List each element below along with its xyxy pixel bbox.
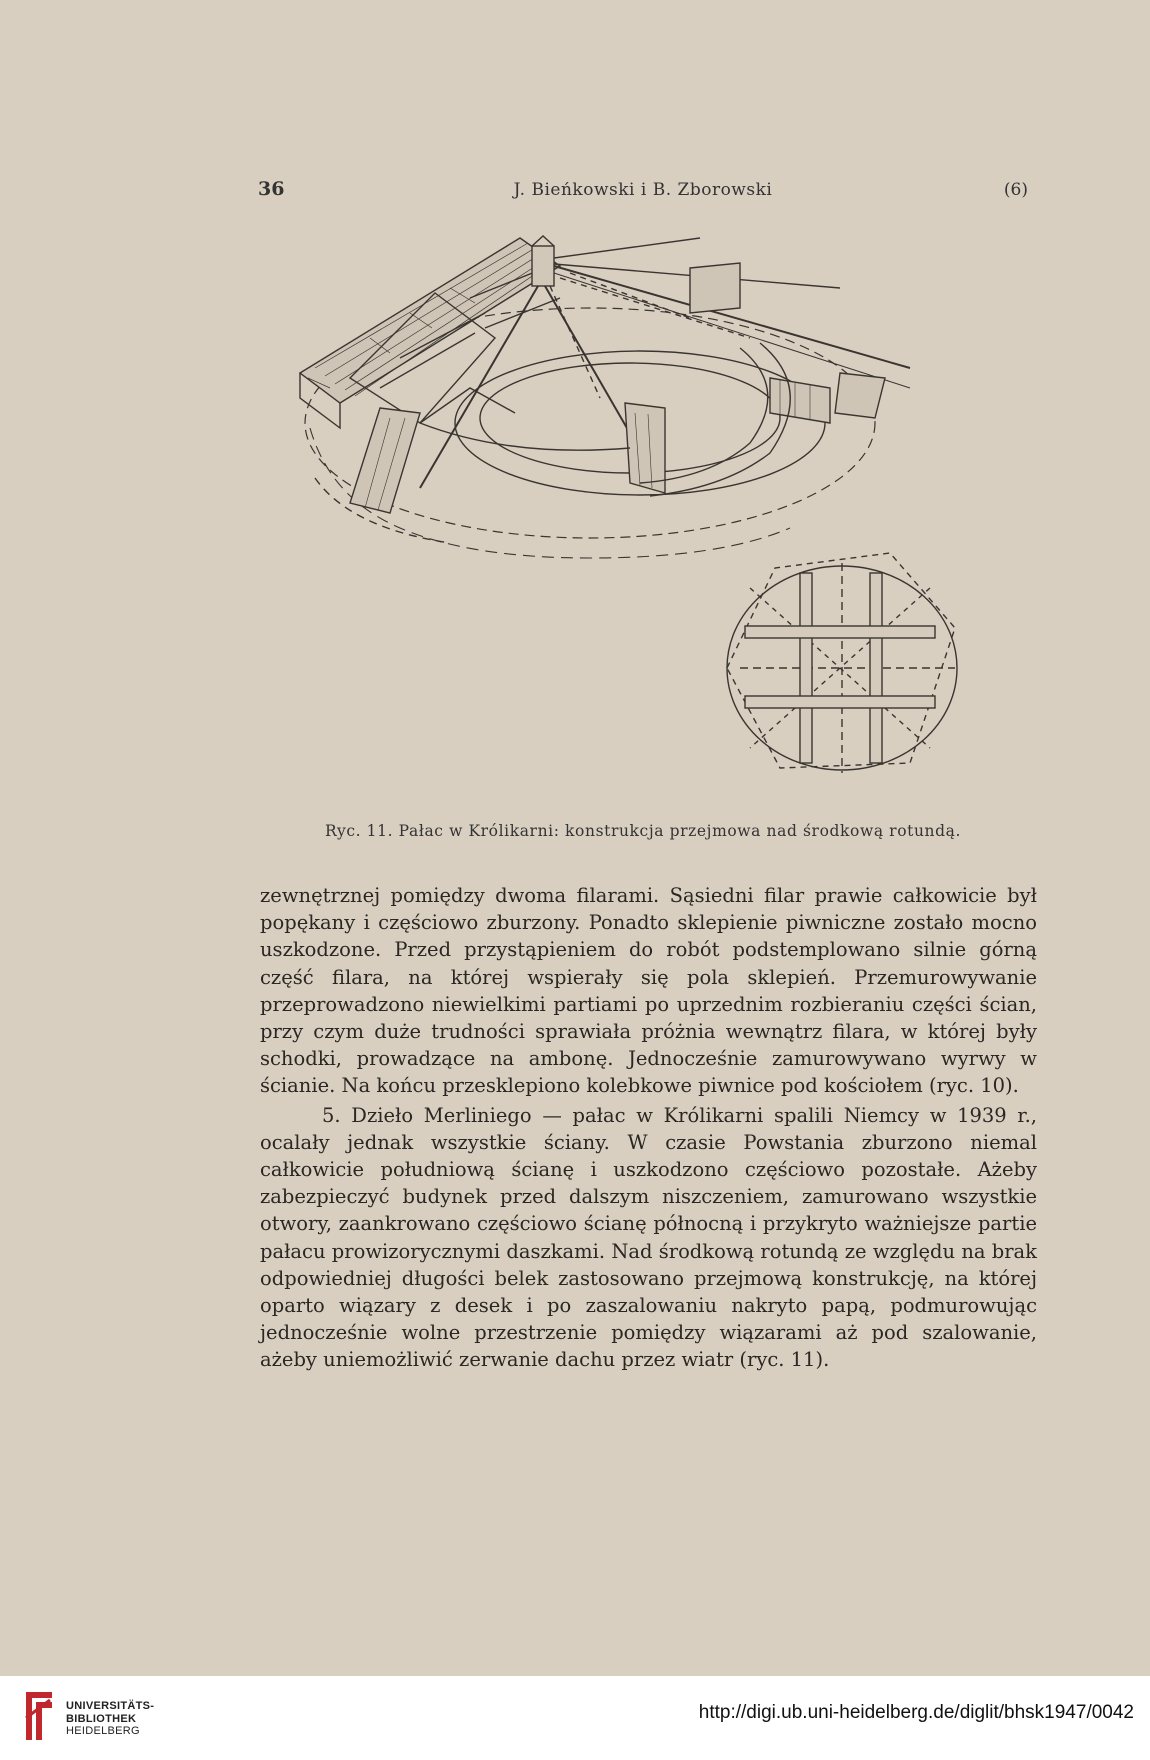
library-name-line: BIBLIOTHEK xyxy=(66,1712,137,1725)
page-number: 36 xyxy=(258,178,285,200)
permalink-url[interactable]: http://digi.ub.uni-heidelberg.de/diglit/bhsk1947/0042 xyxy=(698,1702,1134,1723)
running-title-authors: J. Bieńkowski i B. Zborowski xyxy=(513,180,773,200)
library-name xyxy=(66,1700,154,1738)
section-number: (6) xyxy=(1003,180,1028,200)
figure-caption: Ryc. 11. Pałac w Królikarni: konstrukcja przejmowa nad środkową rotundą. xyxy=(324,822,962,840)
library-name-line: UNIVERSITÄTS- xyxy=(66,1700,155,1712)
library-logo-icon xyxy=(22,1688,56,1746)
figure-roof-construction xyxy=(270,228,1010,808)
library-footer xyxy=(0,1676,1150,1760)
roof-truss-drawing xyxy=(270,228,1010,808)
page-header xyxy=(258,178,1028,208)
paragraph: 5. Dzieło Merliniego — pałac w Królikarni spalili Niemcy w 1939 r., ocalały jednak wszystkie ściany. W czasie Powstania zburzono niemal całkowicie południową ścianę i uszkodzono częściowo pozostałe. Ażeby zabezpieczyć budynek przed dalszym niszczeniem, zamurowano wszystkie otwory, zaankrowano częściowo ścianę północną i przykryto ważniejsze partie pałacu prowizorycznymi daszkami. Nad środkową rotundą ze względu na brak odpowiedniej długości belek zastosowano przejmową konstrukcję, na której oparto wiązary z desek i po zaszalowaniu nakryto papą, podmurowując jednocześnie wolne przestrzenie pomiędzy wiązarami aż pod szalowanie, ażeby uniemożliwić zerwanie dachu przez wiatr (ryc. 11). xyxy=(260,1103,1037,1372)
paragraph: zewnętrznej pomiędzy dwoma filarami. Sąsiedni filar prawie całkowicie był popękany i częściowo zburzony. Ponadto sklepienie piwniczne zostało mocno uszkodzone. Przed przystąpieniem do robót podstemplowano silnie górną część filara, na której wspierały się pola sklepień. Przemurowywanie przeprowadzono niewielkimi partiami po uprzednim rozbieraniu części ścian, przy czym duże trudności sprawiała próżnia wewnątrz filara, w której były schodki, prowadzące na ambonę. Jednocześnie zamurowywano wyrwy w ścianie. Na końcu przesklepiono kolebkowe piwnice pod kościołem (ryc. 10). xyxy=(260,884,1037,1098)
library-name-line: HEIDELBERG xyxy=(66,1725,140,1737)
body-text xyxy=(260,882,1037,1374)
